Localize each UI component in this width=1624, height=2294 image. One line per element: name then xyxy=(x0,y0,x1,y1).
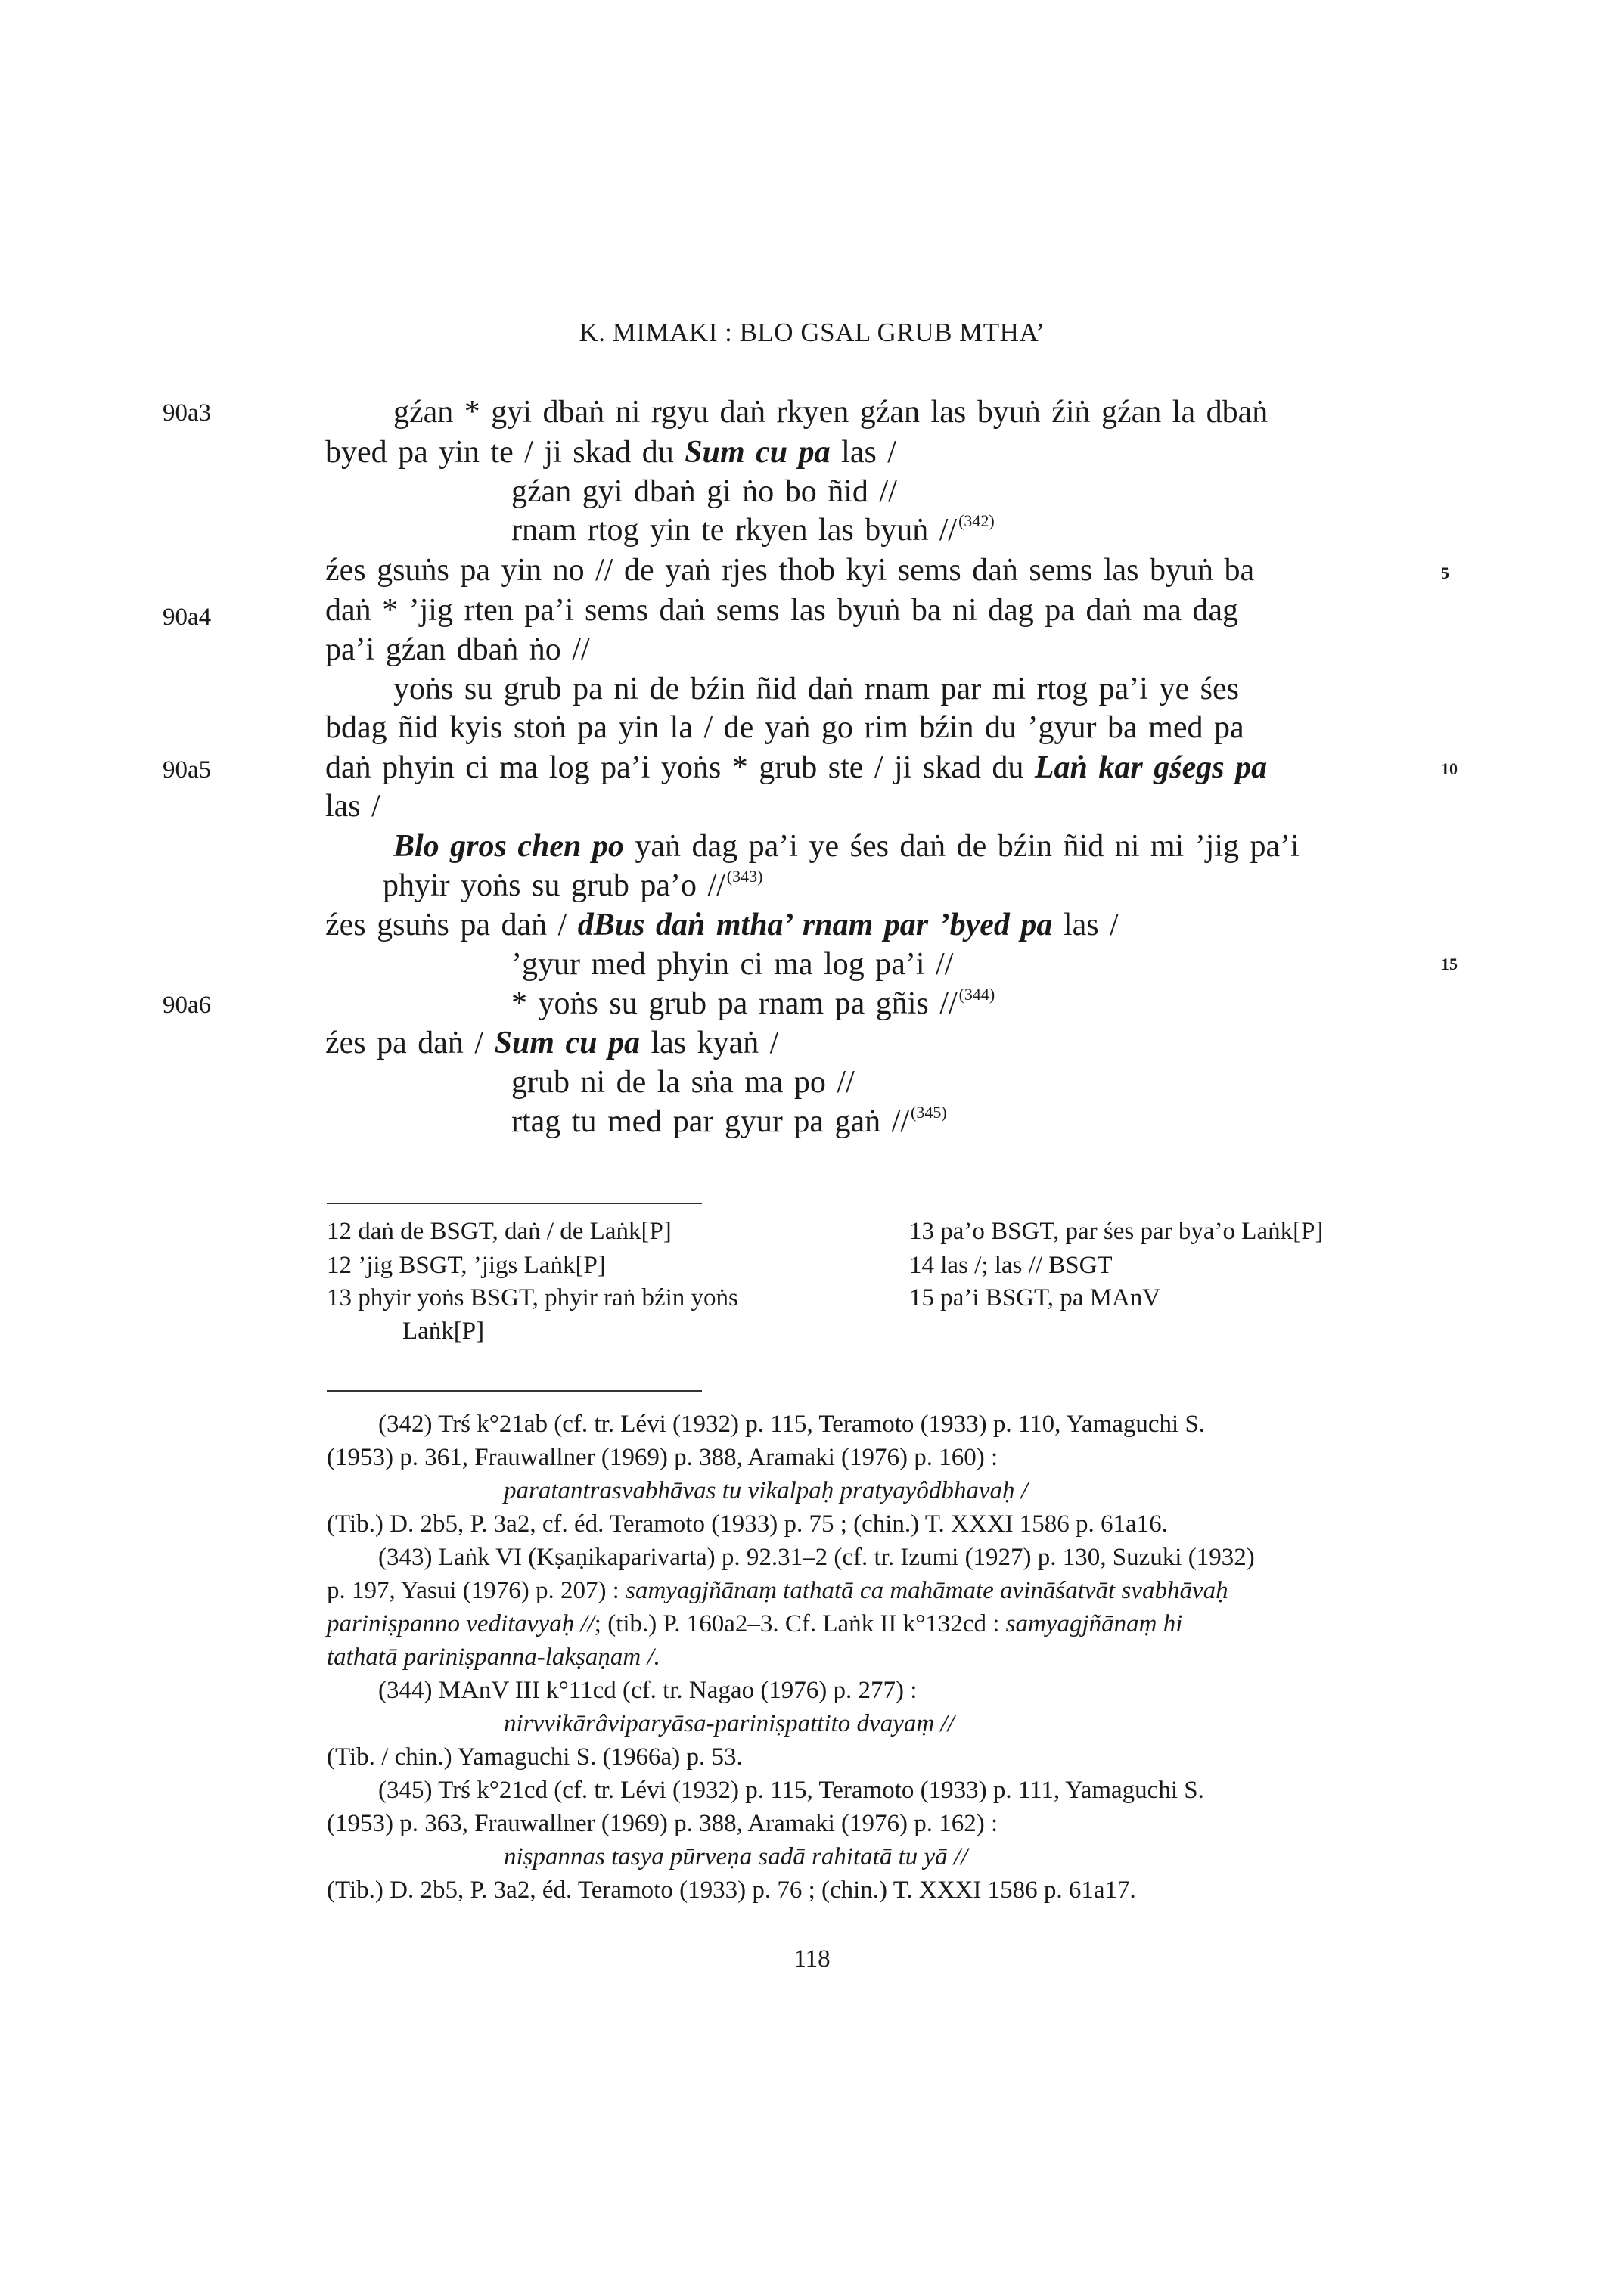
variant-note: Laṅk[P] xyxy=(402,1318,485,1345)
text-line: bdag ñid kyis stoṅ pa yin la / de yaṅ go rim bźin du ’gyur ba med pa xyxy=(325,710,1244,745)
variant-note: 14 las /; las // BSGT xyxy=(909,1252,1113,1279)
line-number-10: 10 xyxy=(1441,759,1458,778)
variant-note: 12 daṅ de BSGT, daṅ / de Laṅk[P] xyxy=(327,1218,672,1245)
quote-line: Blo gros chen po yaṅ dag pa’i ye śes daṅ de bźin ñid ni mi ’jig pa’i xyxy=(393,829,1300,864)
line-number-5: 5 xyxy=(1441,563,1449,582)
variant-note: 15 pa’i BSGT, pa MAnV xyxy=(909,1284,1161,1312)
text-line: yoṅs su grub pa ni de bźin ñid daṅ rnam par mi rtog pa’i ye śes xyxy=(393,672,1239,706)
footnote-344: (344) MAnV III k°11cd (cf. tr. Nagao (1976) p. 277) : xyxy=(378,1677,918,1704)
verse-line: ’gyur med phyin ci ma log pa’i // xyxy=(511,947,954,982)
footnote-rule xyxy=(327,1390,702,1392)
text-line: las / xyxy=(325,789,380,824)
footnote-line: tathatā pariniṣpanna-lakṣaṇam /. xyxy=(327,1644,660,1671)
variant-note: 12 ’jig BSGT, ’jigs Laṅk[P] xyxy=(327,1252,606,1279)
footnote-line: (1953) p. 361, Frauwallner (1969) p. 388, Aramaki (1976) p. 160) : xyxy=(327,1444,998,1471)
text-line: daṅ phyin ci ma log pa’i yoṅs * grub ste / ji skad du Laṅ kar gśegs pa xyxy=(325,750,1268,785)
variant-note: 13 phyir yoṅs BSGT, phyir raṅ bźin yoṅs xyxy=(327,1284,738,1312)
title-lanka: Laṅ kar gśegs pa xyxy=(1034,750,1268,785)
footnote-345: (345) Trś k°21cd (cf. tr. Lévi (1932) p. 115, Teramoto (1933) p. 111, Yamaguchi S. xyxy=(378,1777,1204,1804)
quote-line: phyir yoṅs su grub pa’o //$^{(343)}$ xyxy=(383,867,763,903)
text-line: źes gsuṅs pa yin no // de yaṅ rjes thob kyi sems daṅ sems las byuṅ ba xyxy=(325,553,1255,588)
footnote-marker: (342) xyxy=(958,511,995,530)
verse-line: rtag tu med par gyur pa gaṅ //$^{(345)}$ xyxy=(511,1103,947,1139)
footnote-quote: paratantrasvabhāvas tu vikalpaḥ pratyayôdbhavaḥ / xyxy=(504,1477,1028,1504)
footnote-marker: (343) xyxy=(726,867,763,886)
footnote-quote: niṣpannas tasya pūrveṇa sadā rahitatā tu yā // xyxy=(504,1843,968,1870)
line-number-15: 15 xyxy=(1441,955,1458,973)
margin-ref-90a5: 90a5 xyxy=(163,756,212,784)
footnote-line: (Tib.) D. 2b5, P. 3a2, éd. Teramoto (1933) p. 76 ; (chin.) T. XXXI 1586 p. 61a17. xyxy=(327,1876,1136,1904)
title-dbus: dBus daṅ mtha’ rnam par ’byed pa xyxy=(577,908,1053,942)
title-sum-cu-pa: Sum cu pa xyxy=(494,1026,640,1060)
margin-ref-90a6: 90a6 xyxy=(163,992,212,1019)
footnote-line: (1953) p. 363, Frauwallner (1969) p. 388, Aramaki (1976) p. 162) : xyxy=(327,1810,998,1837)
footnote-342: (342) Trś k°21ab (cf. tr. Lévi (1932) p. 115, Teramoto (1933) p. 110, Yamaguchi S. xyxy=(378,1411,1206,1438)
verse-line: gźan gyi dbaṅ gi ṅo bo ñid // xyxy=(511,474,897,509)
footnote-marker: (344) xyxy=(958,985,995,1004)
title-sum-cu-pa: Sum cu pa xyxy=(685,435,831,470)
text-line: źes gsuṅs pa daṅ / dBus daṅ mtha’ rnam par ’byed pa las / xyxy=(325,908,1119,942)
footnote-marker: (345) xyxy=(911,1103,947,1122)
margin-ref-90a3: 90a3 xyxy=(163,399,212,427)
text-line: daṅ * ’jig rten pa’i sems daṅ sems las byuṅ ba ni dag pa daṅ ma dag xyxy=(325,593,1239,628)
text-line: byed pa yin te / ji skad du Sum cu pa las / xyxy=(325,435,896,470)
verse-line: rnam rtog yin te rkyen las byuṅ //$^{(342)}$ xyxy=(511,511,995,548)
running-header: K. MIMAKI : BLO GSAL GRUB MTHA’ xyxy=(579,318,1045,347)
name-blo-gros: Blo gros chen po xyxy=(393,829,624,864)
footnote-line: (Tib.) D. 2b5, P. 3a2, cf. éd. Teramoto (1933) p. 75 ; (chin.) T. XXXI 1586 p. 61a16. xyxy=(327,1510,1168,1538)
text-line: gźan * gyi dbaṅ ni rgyu daṅ rkyen gźan las byuṅ źiṅ gźan la dbaṅ xyxy=(393,395,1268,430)
apparatus-rule xyxy=(327,1203,702,1204)
text-line: pa’i gźan dbaṅ ṅo // xyxy=(325,632,590,667)
footnote-line: (Tib. / chin.) Yamaguchi S. (1966a) p. 53. xyxy=(327,1743,743,1771)
footnote-quote: nirvvikārâviparyāsa-pariniṣpattito dvayaṃ // xyxy=(504,1710,955,1737)
text-line: źes pa daṅ / Sum cu pa las kyaṅ / xyxy=(325,1026,779,1060)
footnote-line: p. 197, Yasui (1976) p. 207) : samyagjñānaṃ tathatā ca mahāmate avināśatvāt svabhāvaḥ xyxy=(327,1577,1228,1604)
footnote-line: pariniṣpanno veditavyaḥ //; (tib.) P. 160a2–3. Cf. Laṅk II k°132cd : samyagjñānaṃ hi xyxy=(327,1610,1183,1637)
margin-ref-90a4: 90a4 xyxy=(163,604,212,631)
variant-note: 13 pa’o BSGT, par śes par bya’o Laṅk[P] xyxy=(909,1218,1324,1245)
verse-line: * yoṅs su grub pa rnam pa gñis //$^{(344)}$ xyxy=(511,985,995,1021)
page-number: 118 xyxy=(793,1945,831,1973)
verse-line: grub ni de la sṅa ma po // xyxy=(511,1065,855,1100)
footnote-343: (343) Laṅk VI (Kṣaṇikaparivarta) p. 92.31–2 (cf. tr. Izumi (1927) p. 130, Suzuki (1932) xyxy=(378,1544,1255,1571)
